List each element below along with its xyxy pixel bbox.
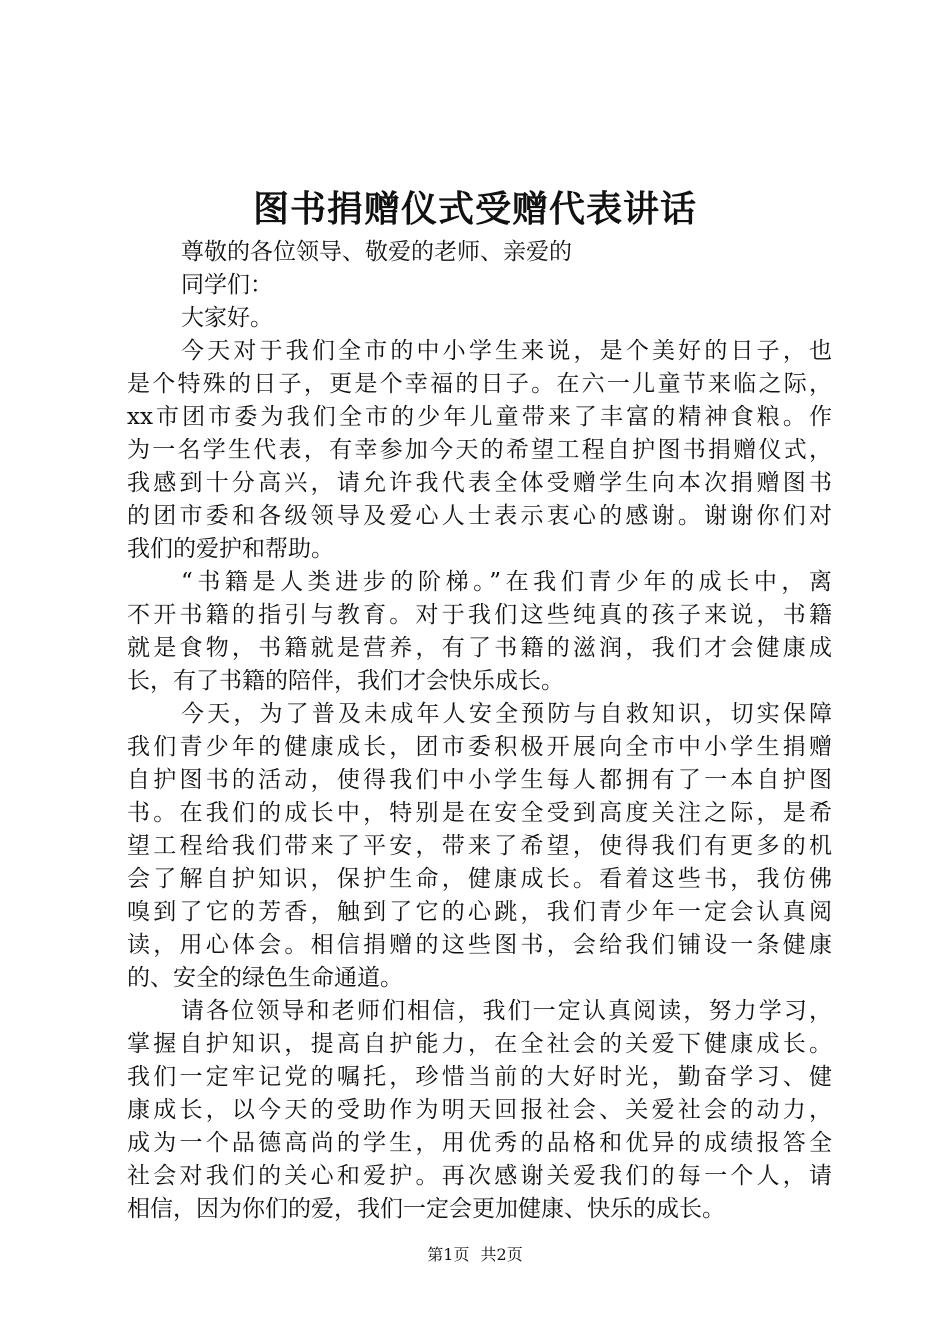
page-footer — [0, 1244, 950, 1266]
body-line: 是个特殊的日子，更是个幸福的日子。在六一儿童节来临之际， — [127, 371, 832, 397]
body-line: 掌握自护知识，提高自护能力，在全社会的关爱下健康成长。 — [127, 1031, 832, 1057]
body-line: 我们一定牢记党的嘱托，珍惜当前的大好时光，勤奋学习、健 — [127, 1064, 832, 1090]
body-line: 长，有了书籍的陪伴，我们才会快乐成长。 — [127, 668, 564, 694]
body-line: 我们的爱护和帮助。 — [127, 536, 334, 562]
body-line: 请各位领导和老师们相信，我们一定认真阅读，努力学习， — [181, 998, 832, 1024]
body-line: 今天对于我们全市的中小学生来说，是个美好的日子，也 — [181, 338, 832, 364]
body-line: 大家好。 — [181, 305, 273, 331]
body-line: “书籍是人类进步的阶梯。”在我们青少年的成长中，离 — [181, 569, 832, 595]
body-line: 的团市委和各级领导及爱心人士表示衷心的感谢。谢谢你们对 — [127, 503, 832, 529]
document-title: 图书捐赠仪式受赠代表讲话 — [252, 188, 697, 230]
page-total: 共2页 — [480, 1245, 523, 1264]
body-line: 会了解自护知识，保护生命，健康成长。看着这些书，我仿佛 — [127, 866, 832, 892]
body-line: 相信，因为你们的爱，我们一定会更加健康、快乐的成长。 — [127, 1196, 725, 1222]
body-line: 社会对我们的关心和爱护。再次感谢关爱我们的每一个人，请 — [127, 1163, 832, 1189]
body-line: 同学们： — [181, 272, 273, 298]
body-line: 不开书籍的指引与教育。对于我们这些纯真的孩子来说，书籍 — [127, 602, 832, 628]
body-line: 望工程给我们带来了平安，带来了希望，使得我们有更多的机 — [127, 833, 832, 859]
body-line: 为一名学生代表，有幸参加今天的希望工程自护图书捐赠仪式， — [127, 437, 832, 463]
body-line: 尊敬的各位领导、敬爱的老师、亲爱的 — [181, 239, 572, 265]
body-line: 书。在我们的成长中，特别是在安全受到高度关注之际，是希 — [127, 800, 832, 826]
body-line: 成为一个品德高尚的学生，用优秀的品格和优异的成绩报答全 — [127, 1130, 832, 1156]
body-line: 我感到十分高兴，请允许我代表全体受赠学生向本次捐赠图书 — [127, 470, 832, 496]
page-number: 第1页 — [427, 1245, 470, 1264]
body-line: 我们青少年的健康成长，团市委积极开展向全市中小学生捐赠 — [127, 734, 832, 760]
body-line: 康成长，以今天的受助作为明天回报社会、关爱社会的动力， — [127, 1097, 832, 1123]
body-line: 的、安全的绿色生命通道。 — [127, 965, 403, 991]
body-line: xx市团市委为我们全市的少年儿童带来了丰富的精神食粮。作 — [127, 404, 832, 430]
document-body — [127, 236, 832, 1226]
body-line: 今天，为了普及未成年人安全预防与自救知识，切实保障 — [181, 701, 832, 727]
body-line: 就是食物，书籍就是营养，有了书籍的滋润，我们才会健康成 — [127, 635, 832, 661]
body-line: 读，用心体会。相信捐赠的这些图书，会给我们铺设一条健康 — [127, 932, 832, 958]
body-line: 嗅到了它的芳香，触到了它的心跳，我们青少年一定会认真阅 — [127, 899, 832, 925]
body-line: 自护图书的活动，使得我们中小学生每人都拥有了一本自护图 — [127, 767, 832, 793]
